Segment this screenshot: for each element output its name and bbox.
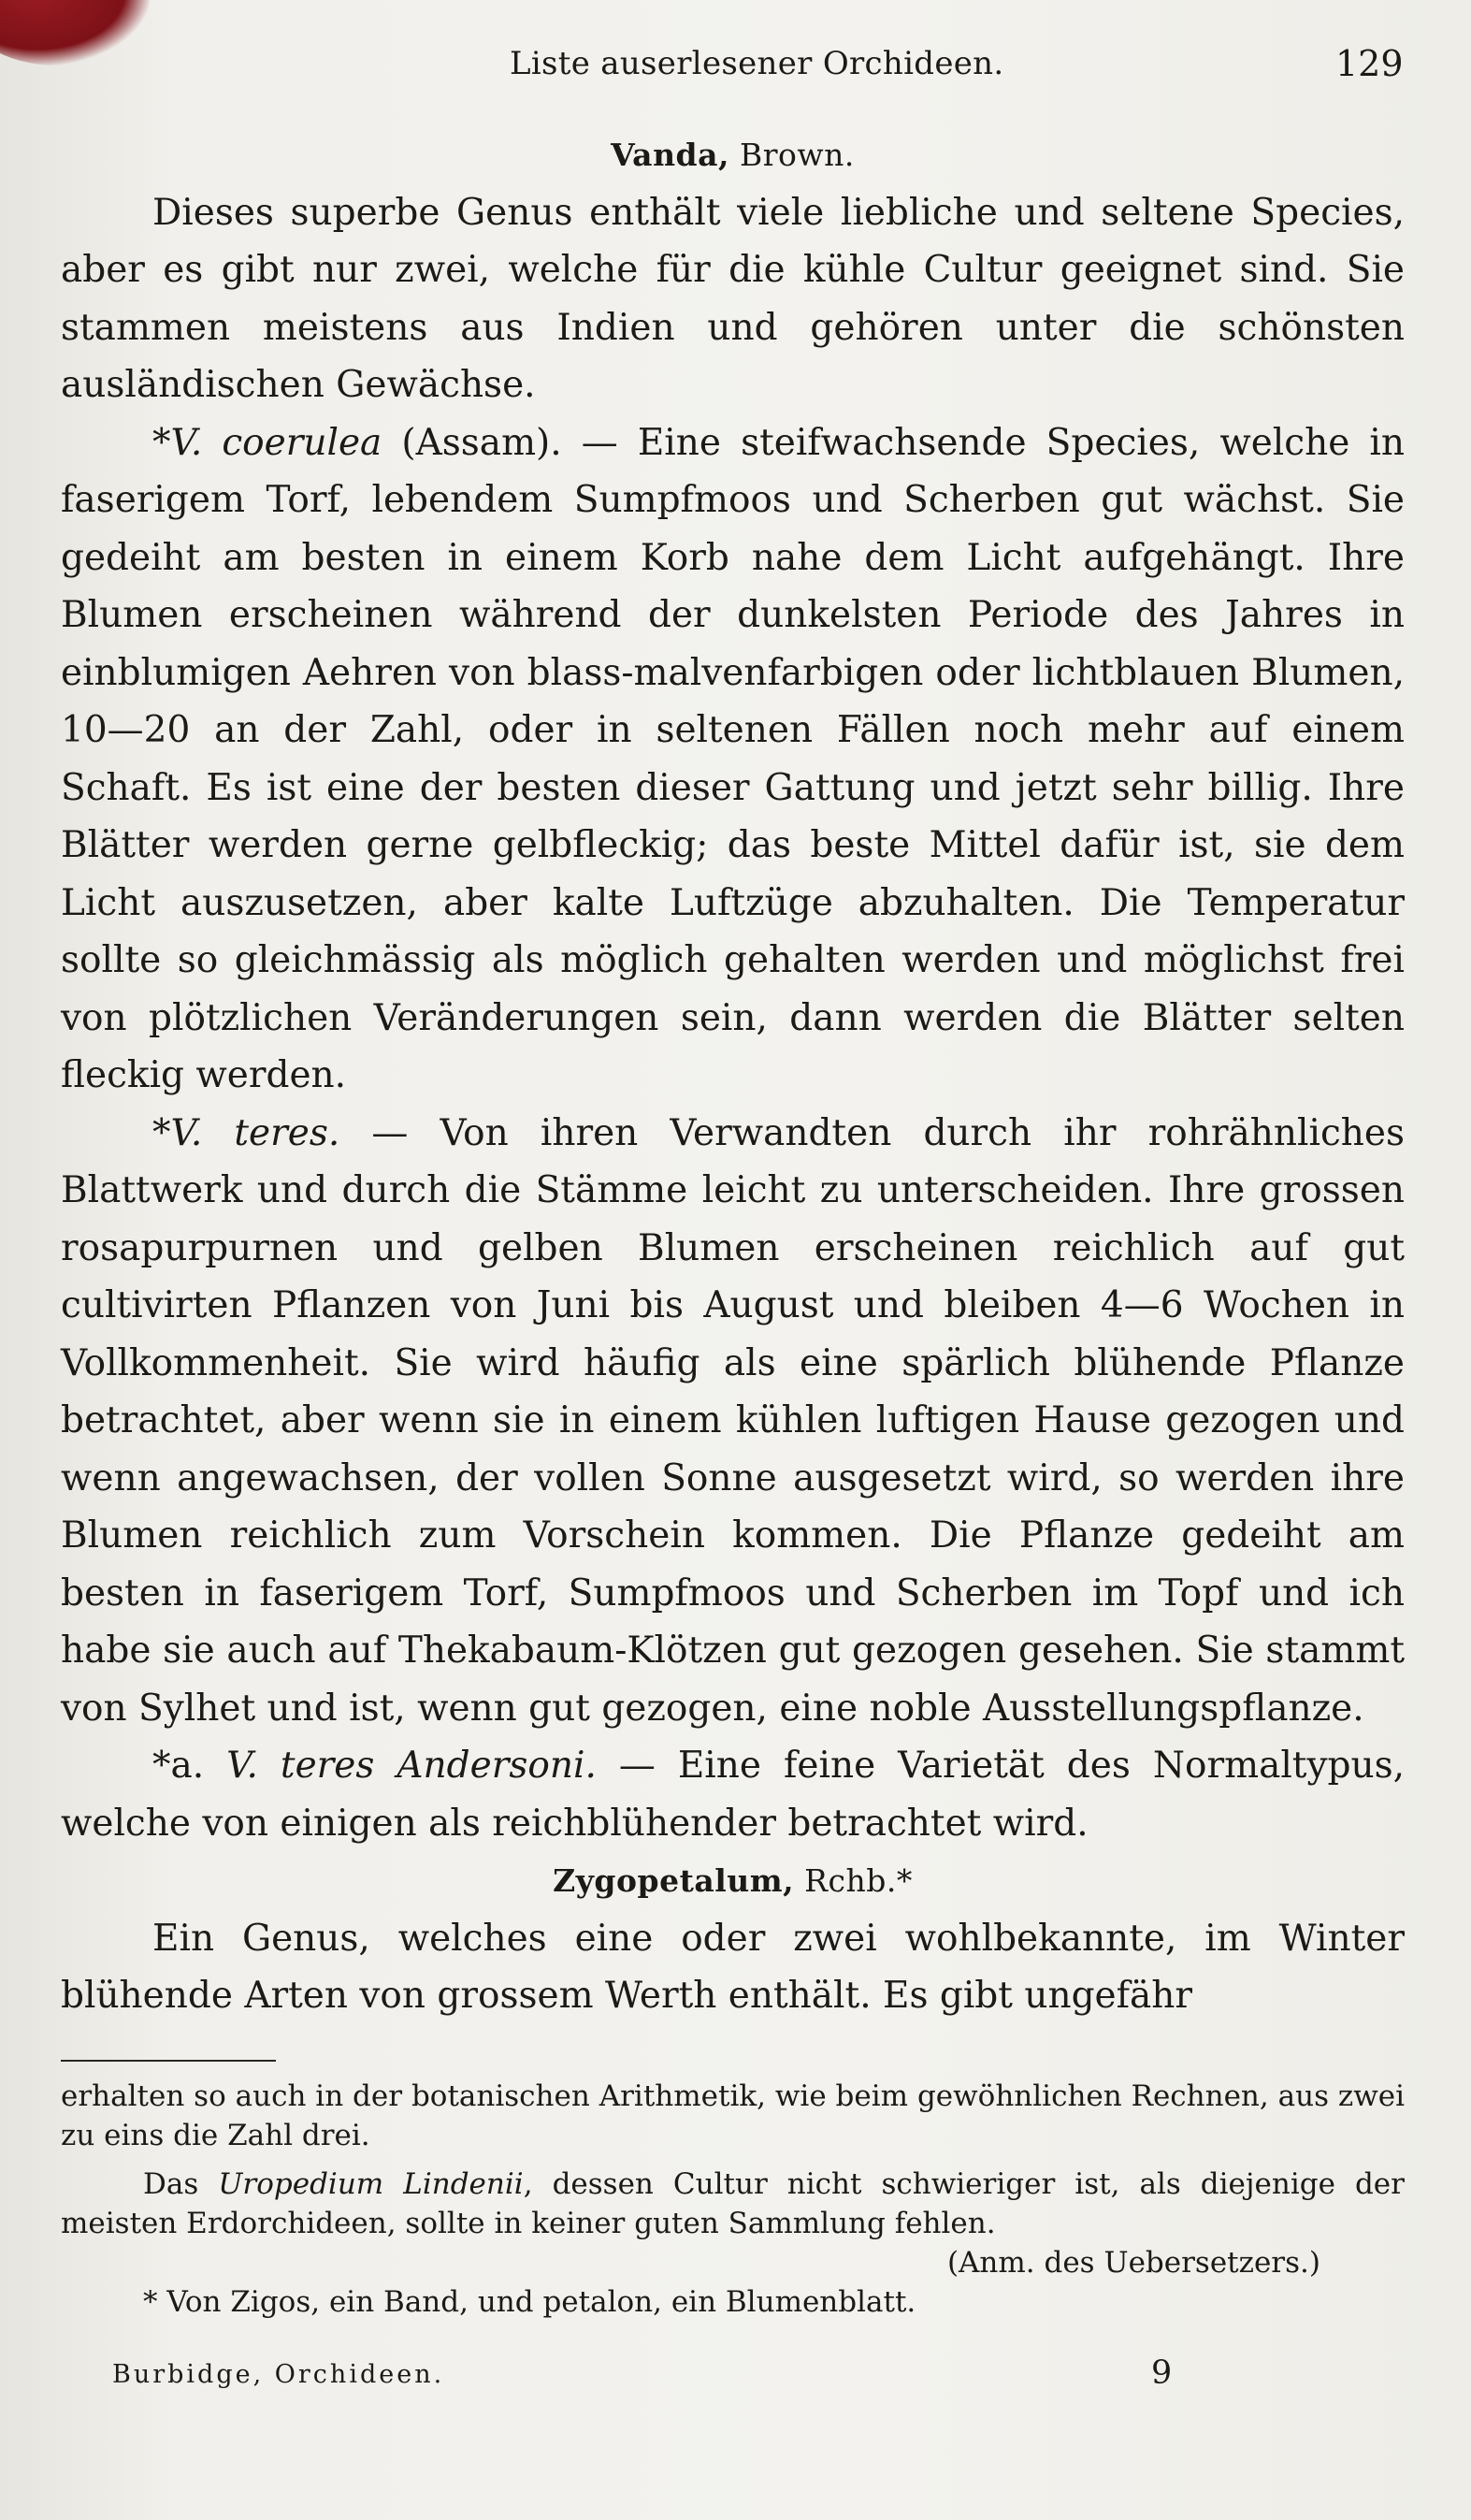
translator-note: (Anm. des Uebersetzers.) bbox=[946, 2246, 1320, 2280]
genus-author: Rchb.* bbox=[794, 1862, 913, 1899]
main-text bbox=[61, 126, 1405, 2025]
paragraph: *V. teres. — Von ihren Verwandten durch ihr rohrähnliches Blattwerk und durch die Stämme leicht zu unterscheiden. Ihre grossen rosapurpurnen und gelben Blumen erscheinen reichlich auf gut cultivirten Pflanzen von Juni bis August und bleiben 4—6 Wochen in Vollkommenheit. Sie wird häufig als eine spärlich blühende Pflanze betrachtet, aber wenn sie in einem kühlen luftigen Hause gezogen und wenn angewachsen, der vollen Sonne ausgesetzt wird, so werden ihre Blumen reichlich zum Vorschein kommen. Die Pflanze gedeiht am besten in faserigem Torf, Sumpfmoos und Scherben im Topf und ich habe sie auch auf Thekabaum-Klötzen gut gezogen gesehen. Sie stammt von Sylhet und ist, wenn gut gezogen, eine noble Ausstellungspflanze. bbox=[61, 1111, 1405, 1730]
sheet-number: 9 bbox=[1151, 2354, 1173, 2392]
page-header bbox=[0, 45, 1471, 92]
genus-name: Vanda, bbox=[611, 137, 730, 173]
signature-mark: Burbidge, Orchideen. bbox=[112, 2360, 445, 2389]
paragraph: Ein Genus, welches eine oder zwei wohlbekannte, im Winter blühende Arten von grossem Werth enthält. Es gibt ungefähr bbox=[61, 1917, 1405, 2017]
paragraph: *V. coerulea (Assam). — Eine steifwachsende Species, welche in faserigem Torf, lebendem Sumpfmoos und Scherben gut wächst. Sie gedeiht am besten in einem Korb nahe dem Licht aufgehängt. Ihre Blumen erscheinen während der dunkelsten Periode des Jahres in einblumigen Aehren von blass-malvenfarbigen oder lichtblauen Blumen, 10—20 an der Zahl, oder in seltenen Fällen noch mehr auf einem Schaft. Es ist eine der besten dieser Gattung und jetzt sehr billig. Ihre Blätter werden gerne gelbfleckig; das beste Mittel dafür ist, sie dem Licht auszusetzen, aber kalte Luftzüge abzuhalten. Die Temperatur sollte so gleichmässig als möglich gehalten werden und möglichst frei von plötzlichen Veränderungen sein, dann werden die Blätter selten fleckig werden. bbox=[61, 421, 1405, 1096]
species-name: V. teres Andersoni. bbox=[226, 1745, 597, 1787]
footnote-line: erhalten so auch in der botanischen Arithmetik, wie beim gewöhnlichen Rechnen, aus zwei zu eins die Zahl drei. bbox=[61, 2079, 1405, 2152]
section-heading-zygopetalum bbox=[61, 1852, 1405, 1910]
species-name: V. teres. bbox=[170, 1111, 340, 1154]
paragraph: Dieses superbe Genus enthält viele liebliche und seltene Species, aber es gibt nur zwei, welche für die kühle Cultur geeignet sind. Sie stammen meistens aus Indien und gehören unter die schönsten ausländischen Gewächse. bbox=[61, 191, 1405, 406]
footnotes bbox=[61, 2077, 1405, 2322]
page-footer bbox=[0, 2354, 1471, 2407]
genus-name: Zygopetalum, bbox=[553, 1862, 795, 1899]
page-number: 129 bbox=[1335, 43, 1404, 84]
species-name: V. coerulea bbox=[170, 421, 382, 464]
footnote-star: * Von Zigos, ein Band, und petalon, ein Blumenblatt. bbox=[143, 2285, 916, 2319]
running-title: Liste auserlesener Orchideen. bbox=[510, 45, 1004, 82]
section-heading-vanda bbox=[61, 126, 1405, 184]
genus-author: Brown. bbox=[729, 137, 855, 173]
footnote-rule bbox=[61, 2060, 276, 2062]
footnote-line: Das Uropedium Lindenii, dessen Cultur nicht schwieriger ist, als diejenige der meisten Erdorchideen, sollte in keiner guten Sammlung fehlen. bbox=[61, 2167, 1405, 2240]
paragraph: *a. V. teres Andersoni. — Eine feine Varietät des Normaltypus, welche von einigen als reichblühender betrachtet wird. bbox=[61, 1745, 1405, 1845]
